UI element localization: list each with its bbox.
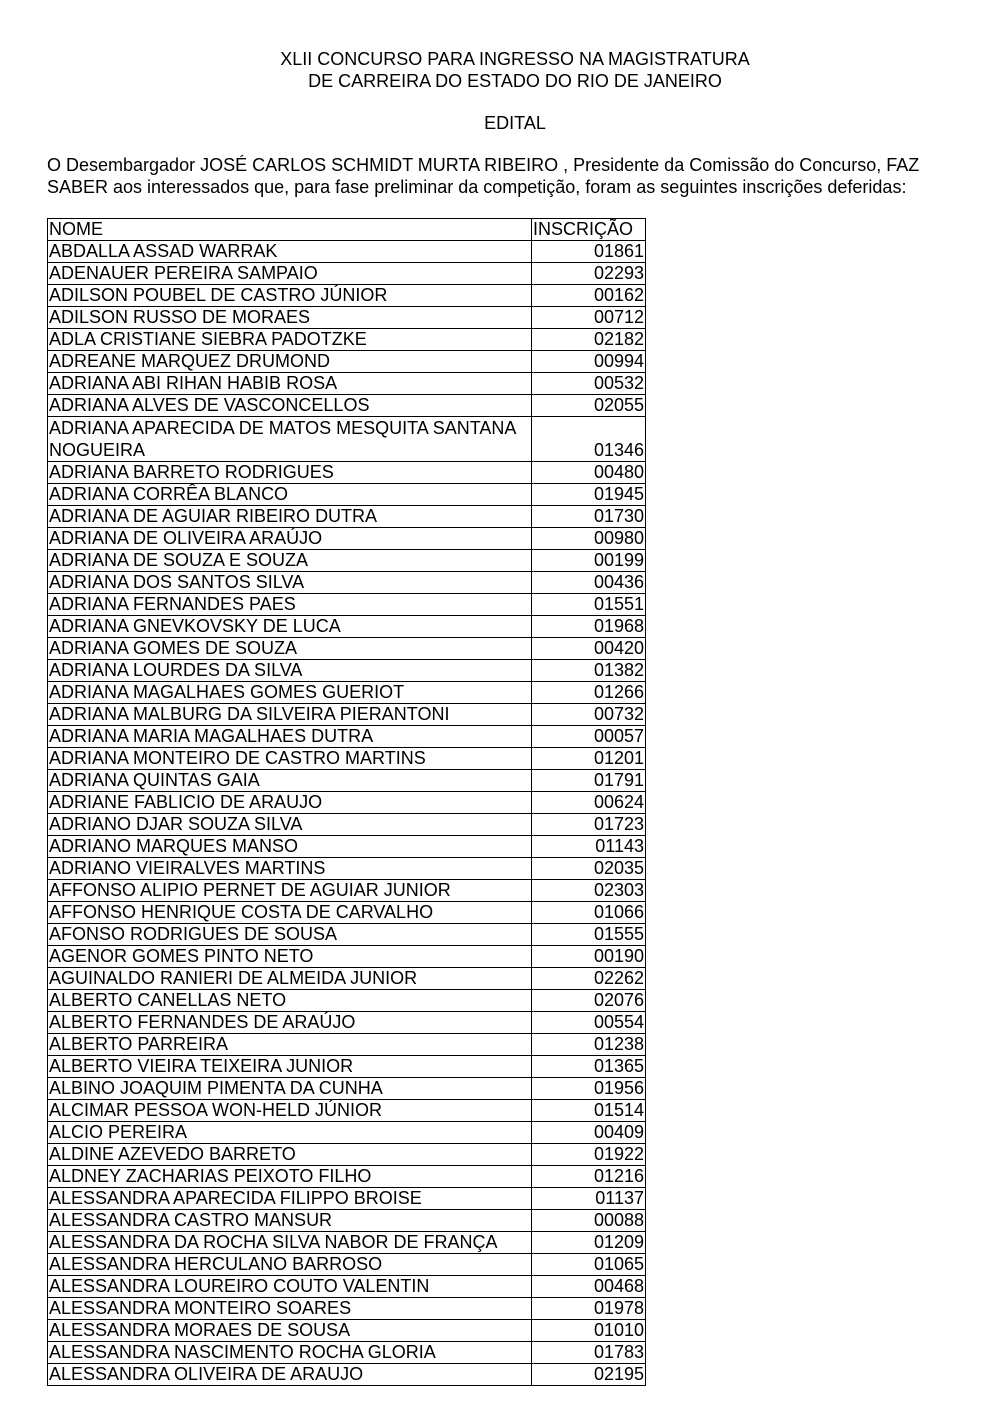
registration-number: 01956 xyxy=(532,1078,646,1100)
candidate-name: ALESSANDRA NASCIMENTO ROCHA GLORIA xyxy=(48,1342,532,1364)
registration-number: 02262 xyxy=(532,968,646,990)
registration-number: 01978 xyxy=(532,1298,646,1320)
table-row xyxy=(48,1122,646,1144)
candidate-name: ADRIANA FERNANDES PAES xyxy=(48,594,532,616)
table-row xyxy=(48,792,646,814)
table-row xyxy=(48,1078,646,1100)
candidate-name: ADILSON POUBEL DE CASTRO JÚNIOR xyxy=(48,285,532,307)
registration-number: 02303 xyxy=(532,880,646,902)
table-row xyxy=(48,726,646,748)
registration-number: 00732 xyxy=(532,704,646,726)
table-row xyxy=(48,1166,646,1188)
registration-number: 01137 xyxy=(532,1188,646,1210)
table-row xyxy=(48,924,646,946)
table-row xyxy=(48,528,646,550)
table-row xyxy=(48,417,646,462)
registration-number: 01010 xyxy=(532,1320,646,1342)
candidate-name: ADRIANA MONTEIRO DE CASTRO MARTINS xyxy=(48,748,532,770)
table-row xyxy=(48,836,646,858)
registration-number: 01365 xyxy=(532,1056,646,1078)
candidate-name: ALESSANDRA APARECIDA FILIPPO BROISE xyxy=(48,1188,532,1210)
candidate-name: AFFONSO HENRIQUE COSTA DE CARVALHO xyxy=(48,902,532,924)
table-row xyxy=(48,638,646,660)
table-row xyxy=(48,990,646,1012)
registration-number: 01723 xyxy=(532,814,646,836)
registration-number: 01066 xyxy=(532,902,646,924)
candidate-name: ADRIANA MALBURG DA SILVEIRA PIERANTONI xyxy=(48,704,532,726)
registration-number: 01922 xyxy=(532,1144,646,1166)
candidate-name: ALESSANDRA CASTRO MANSUR xyxy=(48,1210,532,1232)
registration-number: 00436 xyxy=(532,572,646,594)
candidate-name: ALBINO JOAQUIM PIMENTA DA CUNHA xyxy=(48,1078,532,1100)
candidate-name: AFFONSO ALIPIO PERNET DE AGUIAR JUNIOR xyxy=(48,880,532,902)
candidate-name: ADRIANA MARIA MAGALHAES DUTRA xyxy=(48,726,532,748)
registration-number: 01065 xyxy=(532,1254,646,1276)
table-row xyxy=(48,946,646,968)
table-row xyxy=(48,572,646,594)
registration-number: 01861 xyxy=(532,241,646,263)
candidate-name: ADRIANA LOURDES DA SILVA xyxy=(48,660,532,682)
table-row xyxy=(48,550,646,572)
table-row xyxy=(48,682,646,704)
candidate-name: ADRIANA DOS SANTOS SILVA xyxy=(48,572,532,594)
candidate-name: ADRIANA QUINTAS GAIA xyxy=(48,770,532,792)
table-row xyxy=(48,395,646,417)
candidate-name: ALBERTO CANELLAS NETO xyxy=(48,990,532,1012)
candidate-name: ADRIANA MAGALHAES GOMES GUERIOT xyxy=(48,682,532,704)
registration-number: 02055 xyxy=(532,395,646,417)
registration-number: 00480 xyxy=(532,462,646,484)
registration-number: 02035 xyxy=(532,858,646,880)
registration-number: 00980 xyxy=(532,528,646,550)
candidate-name: ADREANE MARQUEZ DRUMOND xyxy=(48,351,532,373)
registration-number: 00554 xyxy=(532,1012,646,1034)
registration-number: 01783 xyxy=(532,1342,646,1364)
candidate-name: ALESSANDRA HERCULANO BARROSO xyxy=(48,1254,532,1276)
registration-number: 01968 xyxy=(532,616,646,638)
table-row xyxy=(48,616,646,638)
candidate-name: ALESSANDRA OLIVEIRA DE ARAUJO xyxy=(48,1364,532,1386)
registration-number: 01514 xyxy=(532,1100,646,1122)
registration-number: 01346 xyxy=(532,417,646,462)
registration-number: 00712 xyxy=(532,307,646,329)
table-row xyxy=(48,506,646,528)
registration-number: 01201 xyxy=(532,748,646,770)
table-row xyxy=(48,1254,646,1276)
table-row xyxy=(48,351,646,373)
candidate-name: ADRIANO VIEIRALVES MARTINS xyxy=(48,858,532,880)
candidate-name: ADRIANE FABLICIO DE ARAUJO xyxy=(48,792,532,814)
candidate-name: ABDALLA ASSAD WARRAK xyxy=(48,241,532,263)
table-row xyxy=(48,858,646,880)
candidate-name: ADRIANA BARRETO RODRIGUES xyxy=(48,462,532,484)
candidate-name: ALDNEY ZACHARIAS PEIXOTO FILHO xyxy=(48,1166,532,1188)
candidate-name: AFONSO RODRIGUES DE SOUSA xyxy=(48,924,532,946)
table-row xyxy=(48,1056,646,1078)
table-row xyxy=(48,1342,646,1364)
table-row xyxy=(48,1034,646,1056)
registration-number: 01143 xyxy=(532,836,646,858)
candidate-name: ALESSANDRA MONTEIRO SOARES xyxy=(48,1298,532,1320)
candidate-name: AGUINALDO RANIERI DE ALMEIDA JUNIOR xyxy=(48,968,532,990)
candidate-name: ALBERTO FERNANDES DE ARAÚJO xyxy=(48,1012,532,1034)
registration-number: 02076 xyxy=(532,990,646,1012)
table-header-row xyxy=(48,219,646,241)
registration-number: 02293 xyxy=(532,263,646,285)
table-row xyxy=(48,1364,646,1386)
candidate-name: ADRIANA DE SOUZA E SOUZA xyxy=(48,550,532,572)
candidate-name: ALESSANDRA LOUREIRO COUTO VALENTIN xyxy=(48,1276,532,1298)
registration-number: 02195 xyxy=(532,1364,646,1386)
registration-number: 01551 xyxy=(532,594,646,616)
table-row xyxy=(48,814,646,836)
candidate-name: ADRIANA GOMES DE SOUZA xyxy=(48,638,532,660)
registration-number: 01266 xyxy=(532,682,646,704)
table-row xyxy=(48,307,646,329)
table-row xyxy=(48,594,646,616)
table-row xyxy=(48,484,646,506)
title-line-1: XLII CONCURSO PARA INGRESSO NA MAGISTRATURA xyxy=(280,49,750,69)
registration-number: 01382 xyxy=(532,660,646,682)
table-row xyxy=(48,462,646,484)
registration-number: 00420 xyxy=(532,638,646,660)
candidate-name: ALBERTO PARREIRA xyxy=(48,1034,532,1056)
registrations-table xyxy=(47,218,646,1386)
registration-number: 00532 xyxy=(532,373,646,395)
registration-number: 00994 xyxy=(532,351,646,373)
candidate-name: ADRIANA GNEVKOVSKY DE LUCA xyxy=(48,616,532,638)
candidate-name: ADRIANA ABI RIHAN HABIB ROSA xyxy=(48,373,532,395)
registration-number: 01945 xyxy=(532,484,646,506)
table-row xyxy=(48,1232,646,1254)
candidate-name: ADRIANO MARQUES MANSO xyxy=(48,836,532,858)
registration-number: 00088 xyxy=(532,1210,646,1232)
table-row xyxy=(48,1100,646,1122)
registration-number: 00468 xyxy=(532,1276,646,1298)
table-row xyxy=(48,1320,646,1342)
candidate-name: ADRIANA DE AGUIAR RIBEIRO DUTRA xyxy=(48,506,532,528)
candidate-name: ALDINE AZEVEDO BARRETO xyxy=(48,1144,532,1166)
registration-number: 01216 xyxy=(532,1166,646,1188)
registration-number: 01791 xyxy=(532,770,646,792)
candidate-name: ALESSANDRA MORAES DE SOUSA xyxy=(48,1320,532,1342)
candidate-name: ALCIMAR PESSOA WON-HELD JÚNIOR xyxy=(48,1100,532,1122)
table-row xyxy=(48,1188,646,1210)
table-row xyxy=(48,880,646,902)
column-header-name: NOME xyxy=(48,219,532,241)
title-line-2: DE CARREIRA DO ESTADO DO RIO DE JANEIRO xyxy=(308,71,722,91)
table-row xyxy=(48,968,646,990)
table-row xyxy=(48,1012,646,1034)
registration-number: 00057 xyxy=(532,726,646,748)
registration-number: 00624 xyxy=(532,792,646,814)
table-row xyxy=(48,1210,646,1232)
table-row xyxy=(48,770,646,792)
table-row xyxy=(48,1298,646,1320)
registration-number: 01209 xyxy=(532,1232,646,1254)
registration-number: 00162 xyxy=(532,285,646,307)
candidate-name: ALBERTO VIEIRA TEIXEIRA JUNIOR xyxy=(48,1056,532,1078)
table-row xyxy=(48,373,646,395)
candidate-name: ADRIANA APARECIDA DE MATOS MESQUITA SANTANA NOGUEIRA xyxy=(48,417,532,462)
candidate-name: ALCIO PEREIRA xyxy=(48,1122,532,1144)
registration-number: 02182 xyxy=(532,329,646,351)
registration-number: 00409 xyxy=(532,1122,646,1144)
table-row xyxy=(48,1144,646,1166)
candidate-name: ADRIANA DE OLIVEIRA ARAÚJO xyxy=(48,528,532,550)
candidate-name: ADILSON RUSSO DE MORAES xyxy=(48,307,532,329)
table-row xyxy=(48,263,646,285)
candidate-name: ADRIANA CORRÊA BLANCO xyxy=(48,484,532,506)
intro-paragraph: O Desembargador JOSÉ CARLOS SCHMIDT MURTA RIBEIRO , Presidente da Comissão do Concurso, FAZ SABER aos interessados que, para fase preliminar da competição, foram as seguintes inscrições deferidas: xyxy=(47,155,920,197)
table-row xyxy=(48,660,646,682)
table-row xyxy=(48,241,646,263)
column-header-registration: INSCRIÇÃO xyxy=(532,219,646,241)
registration-number: 01730 xyxy=(532,506,646,528)
candidate-name: ADLA CRISTIANE SIEBRA PADOTZKE xyxy=(48,329,532,351)
table-row xyxy=(48,329,646,351)
registration-number: 00190 xyxy=(532,946,646,968)
registration-number: 01555 xyxy=(532,924,646,946)
candidate-name: ADENAUER PEREIRA SAMPAIO xyxy=(48,263,532,285)
candidate-name: ADRIANO DJAR SOUZA SILVA xyxy=(48,814,532,836)
candidate-name: ADRIANA ALVES DE VASCONCELLOS xyxy=(48,395,532,417)
registration-number: 01238 xyxy=(532,1034,646,1056)
candidate-name: AGENOR GOMES PINTO NETO xyxy=(48,946,532,968)
table-row xyxy=(48,748,646,770)
table-row xyxy=(48,704,646,726)
document-type: EDITAL xyxy=(484,113,546,133)
candidate-name: ALESSANDRA DA ROCHA SILVA NABOR DE FRANÇA xyxy=(48,1232,532,1254)
table-row xyxy=(48,285,646,307)
registration-number: 00199 xyxy=(532,550,646,572)
table-row xyxy=(48,1276,646,1298)
table-row xyxy=(48,902,646,924)
